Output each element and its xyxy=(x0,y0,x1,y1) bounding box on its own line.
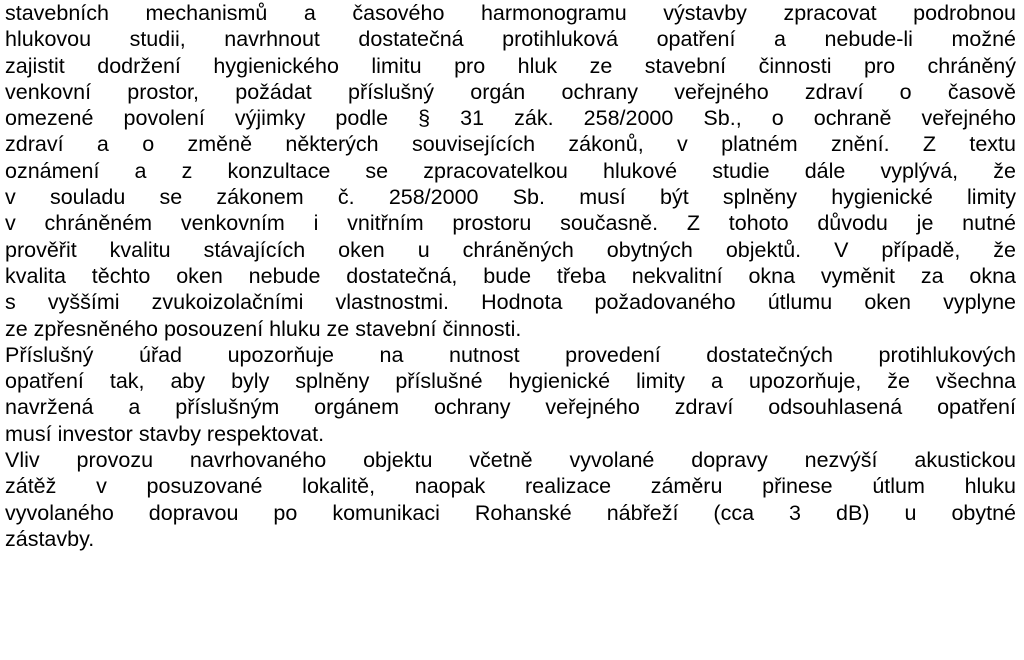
text-line: zdraví a o změně některých souvisejících zákonů, v platném znění. Z textu xyxy=(5,132,1016,157)
text-line: Příslušný úřad upozorňuje na nutnost provedení dostatečných protihlukových xyxy=(5,342,1016,367)
text-line: opatření tak, aby byly splněny příslušné hygienické limity a upozorňuje, že všechna xyxy=(5,369,1016,394)
text-line: musí investor stavby respektovat. xyxy=(5,421,325,446)
text-line: zástavby. xyxy=(5,526,95,551)
paragraph-1 xyxy=(5,0,1016,342)
text-line: v souladu se zákonem č. 258/2000 Sb. musí být splněny hygienické limity xyxy=(5,185,1016,210)
text-line: zátěž v posuzované lokalitě, naopak realizace záměru přinese útlum hluku xyxy=(5,474,1016,499)
text-line: oznámení a z konzultace se zpracovatelkou hlukové studie dále vyplývá, že xyxy=(5,158,1016,183)
paragraph-3 xyxy=(5,447,1016,552)
text-line: venkovní prostor, požádat příslušný orgán ochrany veřejného zdraví o časově xyxy=(5,79,1016,104)
text-line: omezené povolení výjimky podle § 31 zák. 258/2000 Sb., o ochraně veřejného xyxy=(5,106,1016,131)
text-line: kvalita těchto oken nebude dostatečná, bude třeba nekvalitní okna vyměnit za okna xyxy=(5,263,1016,288)
text-line: prověřit kvalitu stávajících oken u chráněných obytných objektů. V případě, že xyxy=(5,237,1016,262)
text-line: Vliv provozu navrhovaného objektu včetně vyvolané dopravy nezvýší akustickou xyxy=(5,448,1016,473)
text-line: v chráněném venkovním i vnitřním prostoru současně. Z tohoto důvodu je nutné xyxy=(5,211,1016,236)
text-line: navržená a příslušným orgánem ochrany veřejného zdraví odsouhlasená opatření xyxy=(5,395,1016,420)
text-line: ze zpřesněného posouzení hluku ze stavební činnosti. xyxy=(5,316,522,341)
paragraph-2 xyxy=(5,342,1016,447)
text-line: vyvolaného dopravou po komunikaci Rohanské nábřeží (cca 3 dB) u obytné xyxy=(5,500,1016,525)
text-line: zajistit dodržení hygienického limitu pro hluk ze stavební činnosti pro chráněný xyxy=(5,53,1016,78)
text-line: s vyššími zvukoizolačními vlastnostmi. Hodnota požadovaného útlumu oken vyplyne xyxy=(5,290,1016,315)
text-line: hlukovou studii, navrhnout dostatečná protihluková opatření a nebude-li možné xyxy=(5,27,1016,52)
text-line: stavebních mechanismů a časového harmonogramu výstavby zpracovat podrobnou xyxy=(5,1,1016,25)
